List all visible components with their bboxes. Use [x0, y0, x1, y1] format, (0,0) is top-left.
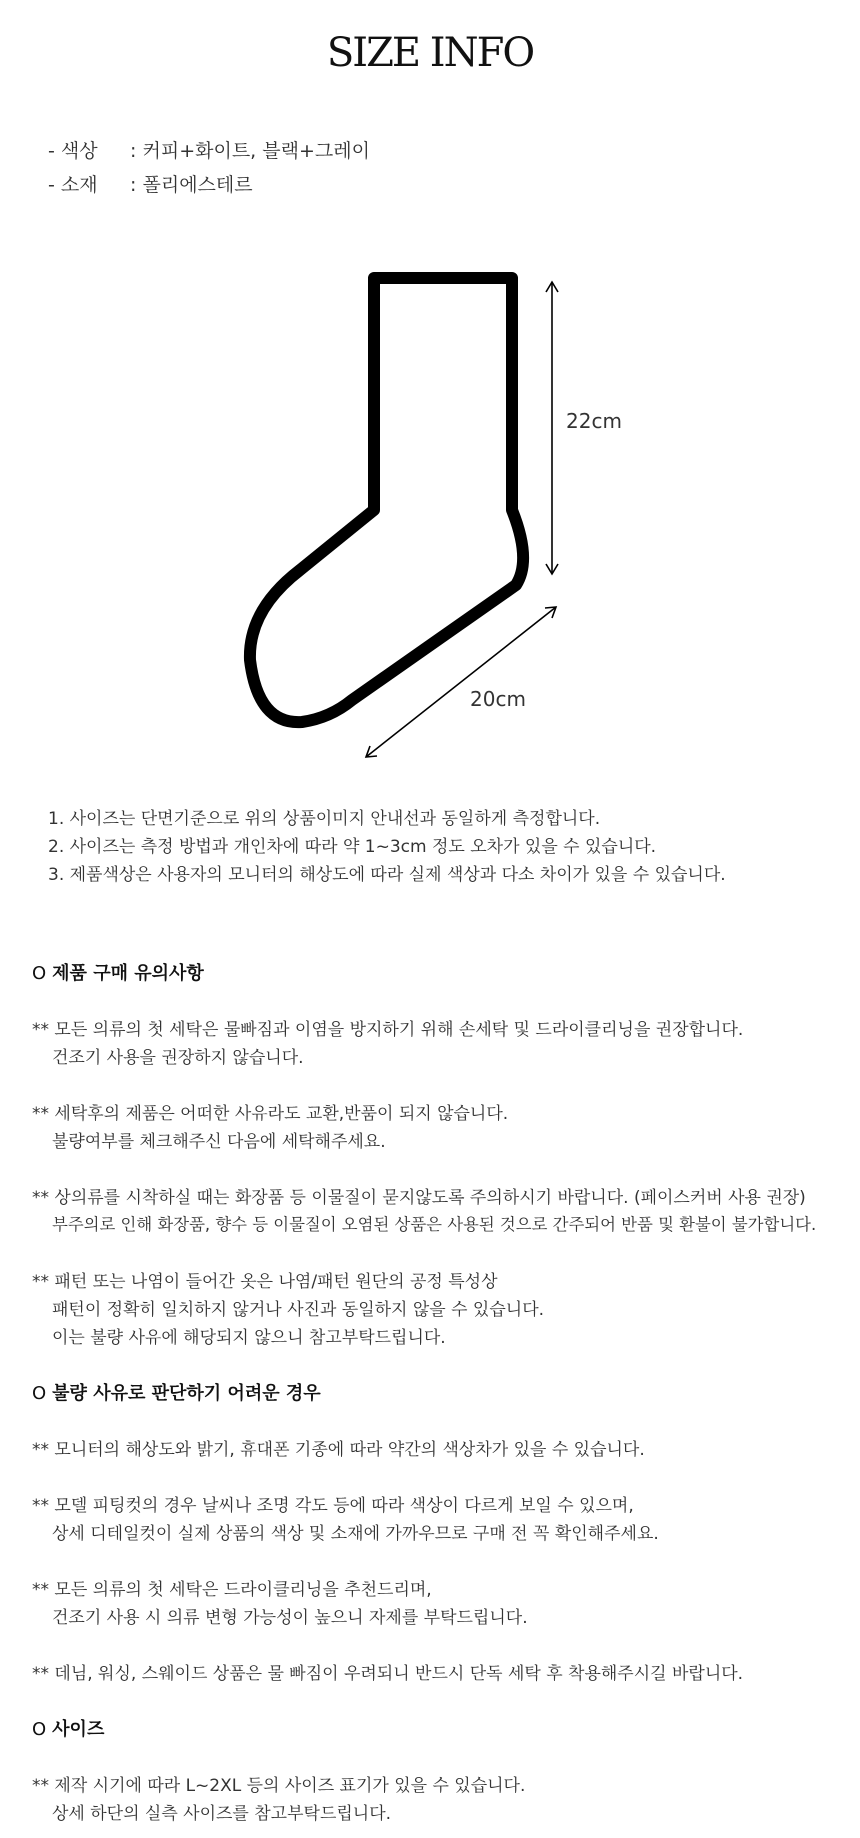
list-item: ** 데님, 워싱, 스웨이드 상품은 물 빠짐이 우려되니 반드시 단독 세탁 후 착용해주시길 바랍니다. [32, 1664, 744, 1684]
list-item-cont: 상세 하단의 실측 사이즈를 참고부탁드립니다. [52, 1804, 392, 1824]
section-heading-text: 불량 사유로 판단하기 어려운 경우 [52, 1383, 321, 1404]
list-item: ** 모니터의 해상도와 밝기, 휴대폰 기종에 따라 약간의 색상차가 있을 수 있습니다. [32, 1440, 645, 1460]
list-item: ** 패턴 또는 나염이 들어간 옷은 나염/패턴 원단의 공정 특성상 [32, 1272, 498, 1292]
circle-mark: O [32, 963, 47, 984]
list-item: ** 제작 시기에 따라 L~2XL 등의 사이즈 표기가 있을 수 있습니다. [32, 1776, 526, 1796]
list-item: ** 세탁후의 제품은 어떠한 사유라도 교환,반품이 되지 않습니다. [32, 1104, 509, 1124]
note-1: 1. 사이즈는 단면기준으로 위의 상품이미지 안내선과 동일하게 측정합니다. [48, 809, 601, 829]
spec-material-label: - 소재 [48, 174, 98, 196]
list-item: ** 상의류를 시착하실 때는 화장품 등 이물질이 묻지않도록 주의하시기 바랍니다. (페이스커버 사용 권장) [32, 1188, 806, 1208]
height-arrow [546, 282, 558, 574]
list-item-cont: 이는 불량 사유에 해당되지 않으니 참고부탁드립니다. [52, 1328, 446, 1348]
section-heading-size [32, 1715, 104, 1741]
list-item-cont: 패턴이 정확히 일치하지 않거나 사진과 동일하지 않을 수 있습니다. [52, 1300, 545, 1320]
spec-material-value: : 폴리에스테르 [130, 174, 253, 196]
circle-mark: O [32, 1383, 47, 1404]
list-item-cont: 부주의로 인해 화장품, 향수 등 이물질이 오염된 상품은 사용된 것으로 간주되어 반품 및 환불이 불가합니다. [52, 1215, 817, 1234]
section-heading-text: 사이즈 [52, 1719, 105, 1740]
spec-color-value: : 커피+화이트, 블랙+그레이 [130, 140, 370, 162]
list-item-cont: 건조기 사용 시 의류 변형 가능성이 높으니 자제를 부탁드립니다. [52, 1608, 528, 1628]
note-2: 2. 사이즈는 측정 방법과 개인차에 따라 약 1~3cm 정도 오차가 있을 수 있습니다. [48, 837, 657, 857]
list-item-cont: 불량여부를 체크해주신 다음에 세탁해주세요. [52, 1132, 386, 1152]
note-3: 3. 제품색상은 사용자의 모니터의 해상도에 따라 실제 색상과 다소 차이가 있을 수 있습니다. [48, 865, 726, 885]
section-heading-defect [32, 1379, 321, 1405]
height-label: 22cm [566, 409, 622, 433]
length-label: 20cm [470, 687, 526, 711]
list-item: ** 모든 의류의 첫 세탁은 드라이클리닝을 추천드리며, [32, 1580, 432, 1600]
section-heading-text: 제품 구매 유의사항 [52, 963, 204, 984]
section-heading-purchase [32, 959, 204, 985]
list-item-cont: 건조기 사용을 권장하지 않습니다. [52, 1048, 304, 1068]
page-title: SIZE INFO [326, 30, 534, 76]
list-item-cont: 상세 디테일컷이 실제 상품의 색상 및 소재에 가까우므로 구매 전 꼭 확인해주세요. [52, 1524, 659, 1544]
circle-mark: O [32, 1719, 47, 1740]
list-item: ** 모든 의류의 첫 세탁은 물빠짐과 이염을 방지하기 위해 손세탁 및 드라이클리닝을 권장합니다. [32, 1020, 744, 1040]
sock-outline [250, 278, 523, 722]
spec-color-label: - 색상 [48, 140, 98, 162]
list-item: ** 모델 피팅컷의 경우 날씨나 조명 각도 등에 따라 색상이 다르게 보일 수 있으며, [32, 1496, 634, 1516]
